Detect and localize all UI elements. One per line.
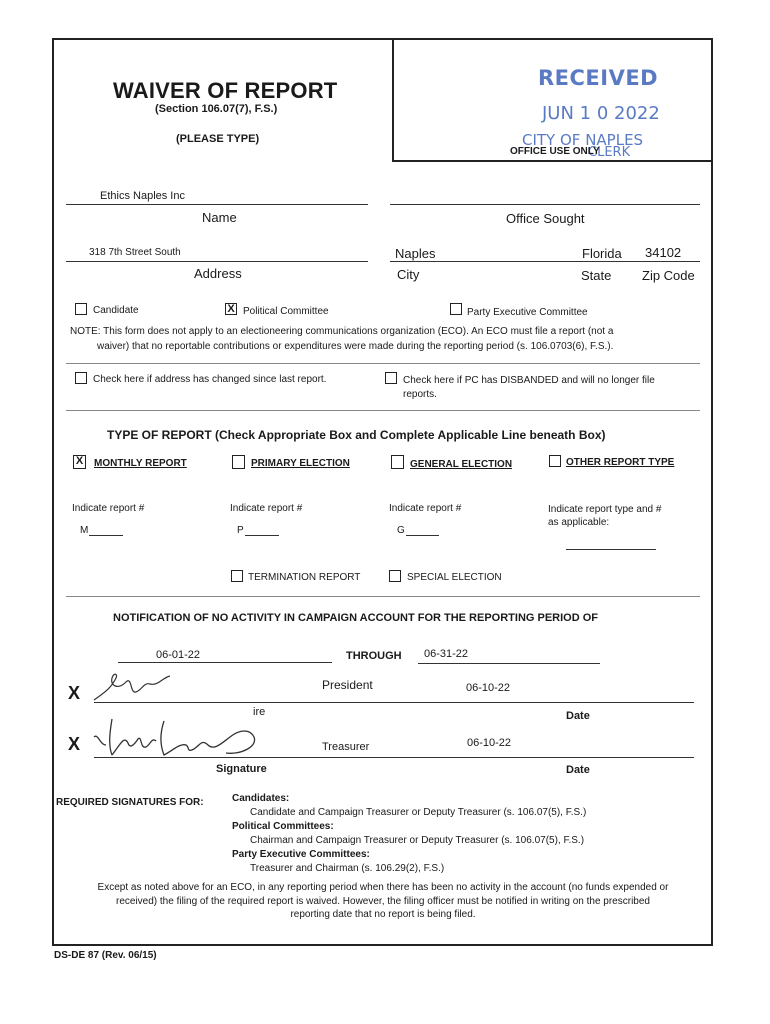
footer-note-3: reporting date that no report is being filed. — [290, 909, 476, 920]
note-line-2: waiver) that no reportable contributions or expenditures were made during the reporting period (s. 106.0703(6), F.S.). — [97, 341, 614, 352]
political-committee-label: Political Committee — [243, 306, 329, 317]
signature-label-2: Signature — [216, 763, 267, 775]
period-to: 06-31-22 — [424, 648, 469, 660]
political-committees-heading: Political Committees: — [232, 821, 334, 832]
report-type-divider — [66, 596, 700, 597]
notification-heading: NOTIFICATION OF NO ACTIVITY IN CAMPAIGN ACCOUNT FOR THE REPORTING PERIOD OF — [113, 612, 599, 624]
address-line — [66, 261, 368, 262]
address-value: 318 7th Street South — [89, 247, 181, 258]
footer-note-1: Except as noted above for an ECO, in any reporting period when there has been no activity in the account (no funds expended or — [97, 882, 669, 893]
signature-x-2: X — [68, 734, 81, 754]
city-state-zip-line — [390, 261, 700, 262]
general-report-number-line[interactable] — [406, 535, 439, 536]
disbanded-label-1: Check here if PC has DISBANDED and will no longer file — [403, 375, 655, 386]
date-1: 06-10-22 — [466, 682, 511, 694]
office-sought-label: Office Sought — [506, 211, 585, 226]
date-2: 06-10-22 — [467, 737, 512, 749]
other-report-line[interactable] — [566, 549, 656, 550]
period-from: 06-01-22 — [156, 649, 201, 661]
name-label: Name — [202, 210, 237, 225]
date-label-2: Date — [566, 764, 590, 776]
period-from-line — [118, 662, 332, 663]
city-label: City — [397, 267, 420, 282]
signature-1-line — [94, 702, 694, 703]
party-executive-text: Treasurer and Chairman (s. 106.29(2), F.S.) — [250, 863, 445, 874]
state-label: State — [581, 268, 612, 283]
treasurer-signature — [90, 715, 270, 763]
note-divider — [66, 363, 700, 364]
name-line — [66, 204, 368, 205]
stamp-date: JUN 1 0 2022 — [542, 103, 660, 124]
special-election-label: SPECIAL ELECTION — [407, 572, 502, 583]
required-signatures-label: REQUIRED SIGNATURES FOR: — [56, 797, 204, 808]
candidates-heading: Candidates: — [232, 793, 290, 804]
political-committees-text: Chairman and Campaign Treasurer or Deputy Treasurer (s. 106.07(5), F.S.) — [250, 835, 585, 846]
general-prefix: G — [397, 525, 405, 536]
general-election-label: GENERAL ELECTION — [410, 459, 513, 470]
monthly-indicate-label: Indicate report # — [72, 503, 145, 514]
city-value: Naples — [395, 246, 436, 261]
primary-indicate-label: Indicate report # — [230, 503, 303, 514]
termination-report-checkbox[interactable] — [231, 570, 243, 582]
through-label: THROUGH — [346, 650, 402, 662]
signature-x-1: X — [68, 683, 81, 703]
period-to-line — [418, 663, 600, 664]
termination-report-label: TERMINATION REPORT — [248, 572, 361, 583]
monthly-report-number-line[interactable] — [89, 535, 123, 536]
candidate-label: Candidate — [93, 305, 139, 316]
form-section: (Section 106.07(7), F.S.) — [155, 103, 278, 115]
president-label: President — [322, 678, 373, 692]
footer-note-2: received) the filing of the required report is waived. However, the filing officer must be notified in writing on the prescribed — [116, 896, 650, 907]
checks-divider — [66, 410, 700, 411]
party-executive-label: Party Executive Committee — [467, 307, 588, 318]
party-executive-checkbox[interactable] — [450, 303, 462, 315]
note-line-1: NOTE: This form does not apply to an electioneering communications organization (ECO). An ECO must file a report (not a — [70, 326, 614, 337]
office-use-divider — [392, 38, 394, 162]
date-label-1: Date — [566, 710, 590, 722]
name-value: Ethics Naples Inc — [100, 190, 185, 202]
monthly-report-checkbox[interactable]: X — [73, 455, 86, 469]
state-value: Florida — [582, 246, 622, 261]
please-type: (PLEASE TYPE) — [176, 133, 260, 145]
candidates-text: Candidate and Campaign Treasurer or Deputy Treasurer (s. 106.07(5), F.S.) — [250, 807, 587, 818]
primary-report-number-line[interactable] — [245, 535, 279, 536]
primary-prefix: P — [237, 525, 244, 536]
signature-label-1: ire — [253, 706, 266, 718]
treasurer-label: Treasurer — [322, 741, 370, 753]
monthly-report-label: MONTHLY REPORT — [94, 458, 187, 469]
other-indicate-label-1: Indicate report type and # — [548, 504, 662, 515]
special-election-checkbox[interactable] — [389, 570, 401, 582]
disbanded-checkbox[interactable] — [385, 372, 397, 384]
stamp-city: CITY OF NAPLES — [522, 131, 644, 149]
zip-value: 34102 — [645, 245, 682, 260]
form-id: DS-DE 87 (Rev. 06/15) — [54, 950, 157, 961]
other-report-label: OTHER REPORT TYPE — [566, 457, 675, 468]
office-use-bottom — [392, 160, 713, 162]
address-changed-checkbox[interactable] — [75, 372, 87, 384]
office-use-only: OFFICE USE ONLY — [510, 146, 600, 157]
candidate-checkbox[interactable] — [75, 303, 87, 315]
zip-label: Zip Code — [642, 268, 695, 283]
party-executive-heading: Party Executive Committees: — [232, 849, 370, 860]
office-line — [390, 204, 700, 205]
stamp-clerk: CLERK — [588, 145, 631, 160]
primary-election-checkbox[interactable] — [232, 455, 245, 469]
general-indicate-label: Indicate report # — [389, 503, 462, 514]
primary-election-label: PRIMARY ELECTION — [251, 458, 350, 469]
address-label: Address — [194, 266, 242, 281]
signature-2-line — [94, 757, 694, 758]
monthly-prefix: M — [80, 525, 89, 536]
other-report-checkbox[interactable] — [549, 455, 561, 467]
report-type-heading: TYPE OF REPORT (Check Appropriate Box and Complete Applicable Line beneath Box) — [107, 428, 606, 442]
address-changed-label: Check here if address has changed since last report. — [93, 374, 327, 385]
stamp-received: RECEIVED — [538, 66, 659, 90]
other-indicate-label-2: as applicable: — [548, 517, 610, 528]
general-election-checkbox[interactable] — [391, 455, 404, 469]
political-committee-checkbox[interactable]: X — [225, 303, 237, 315]
form-title: WAIVER OF REPORT — [113, 78, 338, 103]
disbanded-label-2: reports. — [403, 389, 437, 400]
